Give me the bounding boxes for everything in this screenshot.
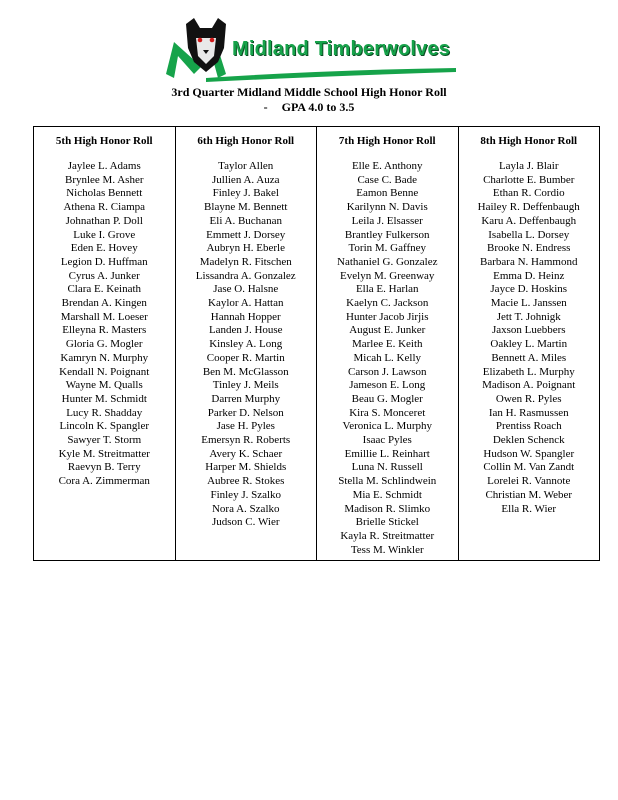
student-name: Kaylor A. Hattan — [208, 297, 284, 310]
gpa-range — [0, 100, 618, 115]
student-name: Legion D. Huffman — [60, 255, 148, 268]
school-logo — [166, 18, 461, 82]
student-name: Brynlee M. Asher — [64, 173, 144, 186]
student-name: Oakley L. Martin — [490, 338, 568, 351]
student-name: Eli A. Buchanan — [209, 214, 282, 227]
student-name: Lissandra A. Gonzalez — [195, 269, 296, 282]
student-name: Brendan A. Kingen — [61, 297, 147, 310]
student-name: Veronica L. Murphy — [342, 420, 432, 433]
student-name: Judson C. Wier — [212, 516, 280, 529]
student-name: Cora A. Zimmerman — [58, 475, 150, 488]
student-name: Deklen Schenck — [492, 434, 565, 447]
student-name: Landen J. House — [208, 324, 283, 337]
student-name: Collin M. Van Zandt — [483, 461, 575, 474]
column-header: 8th High Honor Roll — [480, 135, 578, 147]
student-name: Nicholas Bennett — [66, 187, 143, 200]
student-name: Aubryn H. Eberle — [206, 242, 285, 255]
student-name: Sawyer T. Storm — [67, 434, 142, 447]
student-name: Emillie L. Reinhart — [344, 447, 430, 460]
student-name: Micah L. Kelly — [353, 351, 421, 364]
student-name: Marshall M. Loeser — [60, 310, 148, 323]
student-name: Emma D. Heinz — [493, 269, 565, 282]
column-header: 5th High Honor Roll — [55, 135, 153, 147]
logo-swoosh — [206, 68, 456, 82]
student-name: Ian H. Rasmussen — [488, 406, 569, 419]
student-name: Ben M. McGlasson — [202, 365, 289, 378]
grade-8-column — [459, 127, 600, 560]
student-name: Nora A. Szalko — [211, 502, 280, 515]
student-name: Hunter Jacob Jirjis — [346, 310, 429, 323]
student-name: Eamon Benne — [356, 187, 419, 200]
student-name: Blayne M. Bennett — [204, 201, 288, 214]
student-name: Charlotte E. Bumber — [483, 173, 575, 186]
student-list — [459, 160, 600, 516]
student-name: Tinley J. Meils — [212, 379, 279, 392]
student-name: Eden E. Hovey — [70, 242, 138, 255]
grade-7-column — [317, 127, 459, 560]
student-name: Kayla R. Streitmatter — [340, 529, 435, 542]
student-name: Jase H. Pyles — [216, 420, 275, 433]
student-name: Elle E. Anthony — [351, 160, 423, 172]
student-name: Kamryn N. Murphy — [60, 351, 149, 364]
logo-text: Midland Timberwolves — [232, 38, 451, 60]
student-name: Karu A. Deffenbaugh — [481, 214, 577, 227]
student-name: Clara E. Keinath — [67, 283, 142, 296]
student-name: Finley J. Szalko — [210, 488, 282, 501]
student-name: Cyrus A. Junker — [68, 269, 140, 282]
student-name: Carson J. Lawson — [347, 365, 427, 378]
student-name: Kinsley A. Long — [209, 338, 283, 351]
grade-6-column — [176, 127, 318, 560]
student-name: Case C. Bade — [357, 173, 418, 186]
student-name: Isabella L. Dorsey — [488, 228, 570, 241]
student-name: Brantley Fulkerson — [344, 228, 430, 241]
student-name: Luna N. Russell — [351, 461, 423, 474]
student-name: Hailey R. Deffenbaugh — [477, 201, 580, 214]
student-name: Karilynn N. Davis — [346, 201, 428, 214]
student-name: Kyle M. Streitmatter — [58, 447, 150, 460]
student-name: Jett T. Johnigk — [496, 310, 561, 323]
student-name: Tess M. Winkler — [350, 543, 424, 556]
student-name: Isaac Pyles — [362, 434, 412, 447]
student-name: Mia E. Schmidt — [352, 488, 422, 501]
column-header: 7th High Honor Roll — [338, 135, 436, 147]
student-name: Madelyn R. Fitschen — [199, 255, 292, 268]
student-name: Jaxson Luebbers — [491, 324, 566, 337]
student-name: Madison R. Slimko — [344, 502, 431, 515]
student-name: Kendall N. Poignant — [59, 365, 150, 378]
student-name: Luke I. Grove — [73, 228, 136, 241]
student-name: Lincoln K. Spangler — [59, 420, 149, 433]
student-name: Macie L. Janssen — [490, 297, 567, 310]
student-name: Brooke N. Endress — [487, 242, 571, 255]
student-name: Ella R. Wier — [501, 502, 557, 515]
student-name: Jullien A. Auza — [211, 173, 280, 186]
student-name: Prentiss Roach — [495, 420, 562, 433]
student-name: Layla J. Blair — [498, 160, 559, 172]
student-name: Kira S. Monceret — [349, 406, 426, 419]
student-list — [176, 160, 317, 530]
student-name: Johnathan P. Doll — [65, 214, 143, 227]
student-name: Jayce D. Hoskins — [490, 283, 568, 296]
student-name: Brielle Stickel — [355, 516, 419, 529]
student-name: Avery K. Schaer — [209, 447, 283, 460]
student-name: Lucy R. Shadday — [66, 406, 143, 419]
student-name: Nathaniel G. Gonzalez — [337, 255, 438, 268]
student-name: Ella E. Harlan — [355, 283, 419, 296]
student-name: Jase O. Halsne — [213, 283, 279, 296]
student-name: Hannah Hopper — [210, 310, 281, 323]
wolf-eye-right — [210, 38, 215, 43]
student-name: Jaylee L. Adams — [67, 160, 141, 172]
student-name: Aubree R. Stokes — [207, 475, 285, 488]
student-name: Taylor Allen — [218, 160, 274, 172]
student-name: Elizabeth L. Murphy — [482, 365, 575, 378]
student-name: Harper M. Shields — [205, 461, 287, 474]
student-name: Beau G. Mogler — [351, 392, 423, 405]
student-name: Marlee E. Keith — [351, 338, 423, 351]
column-header: 6th High Honor Roll — [197, 135, 295, 147]
student-name: Lorelei R. Vannote — [487, 475, 571, 488]
student-name: Raevyn B. Terry — [67, 461, 141, 474]
student-name: Kaelyn C. Jackson — [346, 297, 429, 310]
honor-roll-table — [33, 126, 600, 561]
student-name: Elleyna R. Masters — [62, 324, 147, 337]
student-name: Ethan R. Cordio — [492, 187, 565, 200]
student-name: Madison A. Poignant — [482, 379, 576, 392]
student-name: Hunter M. Schmidt — [61, 392, 147, 405]
gpa-range-text: GPA 4.0 to 3.5 — [281, 100, 355, 114]
student-name: Torin M. Gaffney — [348, 242, 427, 255]
student-name: Christian M. Weber — [485, 488, 573, 501]
student-name: August E. Junker — [349, 324, 426, 337]
student-name: Emmett J. Dorsey — [206, 228, 286, 241]
student-name: Emersyn R. Roberts — [201, 434, 291, 447]
student-name: Jameson E. Long — [349, 379, 426, 392]
student-name: Athena R. Ciampa — [63, 201, 146, 214]
student-name: Parker D. Nelson — [207, 406, 284, 419]
student-name: Evelyn M. Greenway — [340, 269, 435, 282]
grade-5-column — [34, 127, 176, 560]
page-title: 3rd Quarter Midland Middle School High Honor Roll — [171, 85, 447, 99]
student-name: Wayne M. Qualls — [65, 379, 143, 392]
student-name: Stella M. Schlindwein — [338, 475, 437, 488]
wolf-eye-left — [198, 38, 203, 43]
student-name: Hudson W. Spangler — [483, 447, 575, 460]
student-name: Cooper R. Martin — [206, 351, 285, 364]
student-list — [317, 160, 458, 557]
student-name: Finley J. Bakel — [212, 187, 279, 200]
student-name: Barbara N. Hammond — [480, 255, 578, 268]
student-name: Darren Murphy — [211, 392, 281, 405]
student-list — [34, 160, 175, 489]
student-name: Bennett A. Miles — [491, 351, 567, 364]
student-name: Leila J. Elsasser — [351, 214, 423, 227]
bullet-dash: - — [263, 100, 268, 114]
student-name: Owen R. Pyles — [495, 392, 562, 405]
student-name: Gloria G. Mogler — [65, 338, 143, 351]
